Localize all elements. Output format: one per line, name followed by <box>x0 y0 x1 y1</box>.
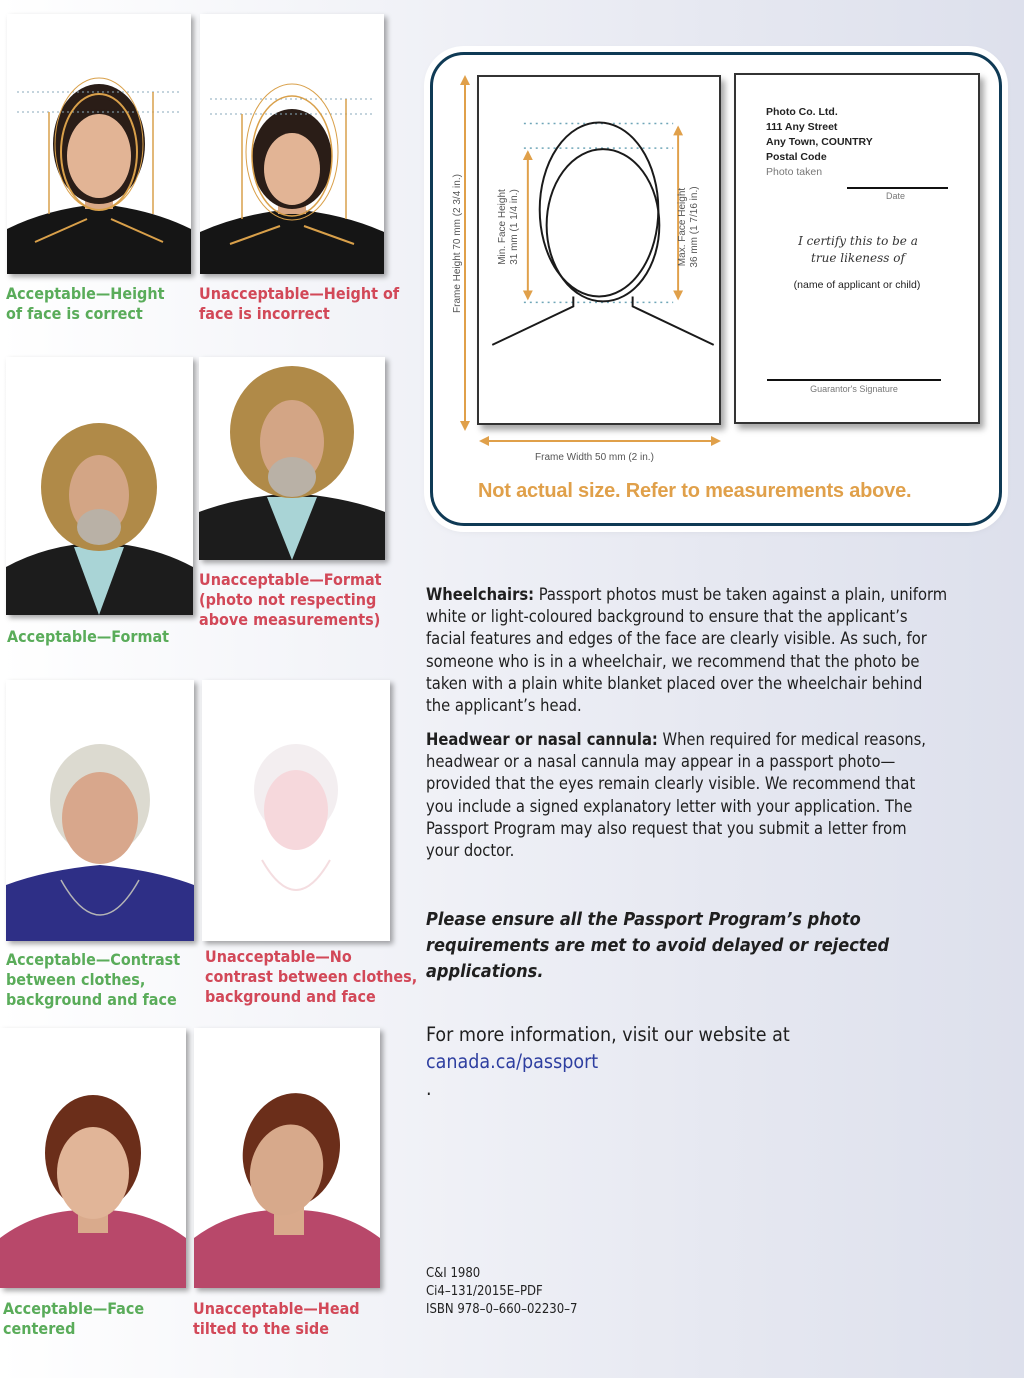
not-actual-size-note: Not actual size. Refer to measurements above. <box>478 480 912 502</box>
caption-line: of face is correct <box>6 304 143 323</box>
caption-acceptable-height <box>6 284 164 324</box>
company-name: Photo Co. Ltd. <box>766 106 838 118</box>
notice-line: applications. <box>426 961 544 982</box>
max-face-value: 36 mm (1 7/16 in.) <box>689 186 700 268</box>
certify-line-1: I certify this to be a <box>798 234 918 248</box>
frame-width-label: Frame Width 50 mm (2 in.) <box>535 452 654 463</box>
photo-acceptable-format <box>6 357 193 615</box>
para-line <box>426 584 1006 606</box>
frame-height-label: Frame Height 70 mm (2 3/4 in.) <box>452 174 463 313</box>
caption-unacceptable-height <box>199 284 399 324</box>
link-suffix: . <box>426 1077 432 1100</box>
photo-back-frame <box>734 73 980 424</box>
caption-line: centered <box>3 1319 76 1338</box>
town: Any Town, COUNTRY <box>766 136 873 148</box>
guarantor-signature-label: Guarantor's Signature <box>810 384 898 394</box>
woman-portrait-good-contrast-image <box>6 680 194 941</box>
woman-portrait-incorrect-height-image <box>200 14 384 274</box>
notice-line: Please ensure all the Passport Program’s photo <box>426 909 861 930</box>
caption-line: background and face <box>205 987 376 1006</box>
para-line <box>426 729 1006 751</box>
caption-line: above measurements) <box>199 610 381 629</box>
para-line: your doctor. <box>426 841 515 861</box>
caption-line: Acceptable—Contrast <box>6 950 181 969</box>
notice-line: requirements are met to avoid delayed or rejected <box>426 935 890 956</box>
caption-acceptable-format <box>7 627 169 647</box>
caption-line: (photo not respecting <box>199 590 377 609</box>
caption-line: Acceptable—Height <box>6 284 165 303</box>
girl-portrait-tilted-image <box>194 1028 380 1288</box>
para-line: you include a signed explanatory letter with your application. The <box>426 796 913 816</box>
frame-width-arrow <box>477 433 723 449</box>
photo-acceptable-centered <box>0 1028 186 1288</box>
more-info-link-line <box>426 1048 790 1102</box>
photo-unacceptable-contrast <box>202 680 390 941</box>
para-line: the applicant’s head. <box>426 696 582 716</box>
para-text: Passport photos must be taken against a plain, uniform <box>534 585 948 604</box>
caption-unacceptable-contrast <box>205 947 417 1007</box>
caption-acceptable-contrast <box>6 950 180 1010</box>
caption-unacceptable-format <box>199 570 382 630</box>
headwear-paragraph <box>426 729 1006 862</box>
man-portrait-incorrect-format-image <box>199 357 385 560</box>
publication-number: Ci4–131/2015E–PDF <box>426 1284 543 1299</box>
requirements-notice <box>426 907 889 985</box>
catalogue-code: C&I 1980 <box>426 1266 481 1281</box>
name-of-applicant-label: (name of applicant or child) <box>793 279 921 291</box>
para-line: facial features and edges of the face are clearly visible. As such, for <box>426 629 927 649</box>
man-portrait-correct-format-image <box>6 357 193 615</box>
more-information <box>426 1021 790 1102</box>
caption-line: Acceptable—Format <box>7 627 170 646</box>
signature-line <box>767 379 941 381</box>
min-face-title: Min. Face Height <box>497 189 508 265</box>
para-line: someone who is in a wheelchair, we recommend that the photo be <box>426 651 920 671</box>
certify-text <box>738 233 978 267</box>
para-text: When required for medical reasons, <box>657 730 926 749</box>
para-line: white or light-coloured background to ensure that the applicant’s <box>426 607 908 627</box>
caption-line: Unacceptable—Height of <box>199 284 400 303</box>
wheelchairs-heading: Wheelchairs: <box>426 585 535 604</box>
caption-line: background and face <box>6 990 177 1009</box>
caption-line: between clothes, <box>6 970 146 989</box>
passport-website-link[interactable]: canada.ca/passport <box>426 1050 599 1073</box>
photo-unacceptable-format <box>199 357 385 560</box>
date-line <box>847 187 948 189</box>
para-line: taken with a plain white blanket placed over the wheelchair behind <box>426 673 923 693</box>
date-label: Date <box>886 191 906 201</box>
isbn: ISBN 978–0–660–02230–7 <box>426 1302 578 1317</box>
max-face-title: Max. Face Height <box>677 187 688 267</box>
photo-specification-panel <box>430 52 1002 526</box>
max-face-height-label <box>677 167 701 287</box>
certify-line-2: true likeness of <box>811 251 905 265</box>
caption-acceptable-centered <box>3 1299 144 1339</box>
caption-line: Acceptable—Face <box>3 1299 145 1318</box>
woman-portrait-no-contrast-image <box>202 680 390 941</box>
min-face-value: 31 mm (1 1/4 in.) <box>509 189 520 265</box>
wheelchairs-paragraph <box>426 584 1006 717</box>
headwear-heading: Headwear or nasal cannula: <box>426 730 658 749</box>
photo-acceptable-height <box>7 14 191 274</box>
more-info-text: For more information, visit our website at <box>426 1023 790 1046</box>
photo-unacceptable-height <box>200 14 384 274</box>
postal-code: Postal Code <box>766 151 827 163</box>
para-line: Passport Program may also request that you submit a letter from <box>426 818 907 838</box>
caption-line: contrast between clothes, <box>205 967 418 986</box>
photo-unacceptable-tilted <box>194 1028 380 1288</box>
para-line: headwear or a nasal cannula may appear in a passport photo— <box>426 752 896 772</box>
woman-portrait-correct-height-image <box>7 14 191 274</box>
caption-unacceptable-tilted <box>193 1299 360 1339</box>
photo-front-frame <box>477 75 721 425</box>
para-line: provided that the eyes remain clearly visible. We recommend that <box>426 774 916 794</box>
caption-line: tilted to the side <box>193 1319 329 1338</box>
caption-line: Unacceptable—Format <box>199 570 382 589</box>
street: 111 Any Street <box>766 121 838 133</box>
photo-taken-label: Photo taken <box>766 166 823 178</box>
photo-acceptable-contrast <box>6 680 194 941</box>
caption-line: Unacceptable—Head <box>193 1299 360 1318</box>
publication-codes <box>426 1265 577 1319</box>
min-face-height-label <box>497 167 521 287</box>
photographer-address <box>766 105 873 180</box>
girl-portrait-centered-image <box>0 1028 186 1288</box>
caption-line: face is incorrect <box>199 304 330 323</box>
caption-line: Unacceptable—No <box>205 947 352 966</box>
